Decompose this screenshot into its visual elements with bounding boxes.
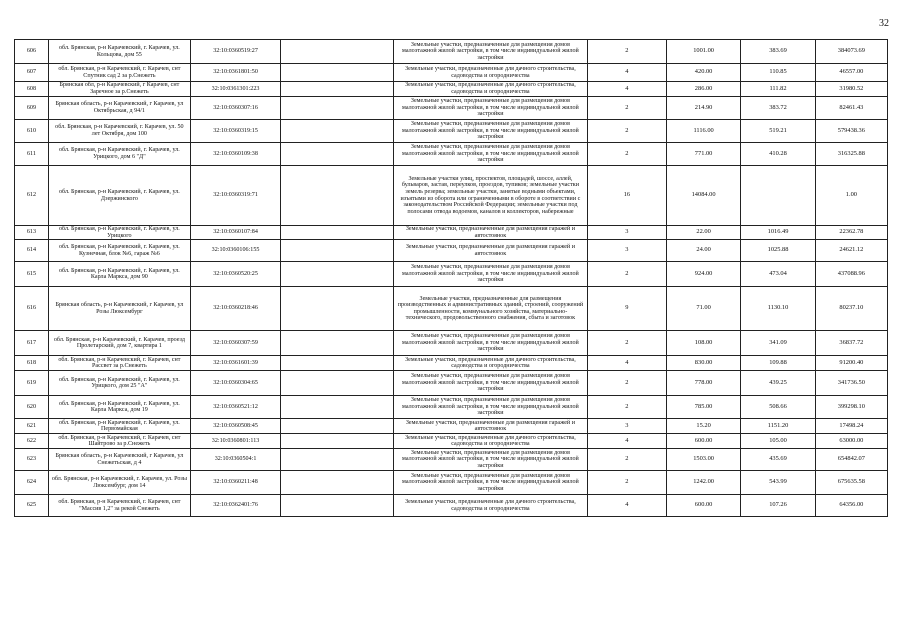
- empty-cell: [281, 97, 394, 120]
- area-cell: 1001.00: [666, 40, 740, 64]
- group-code-cell: 2: [587, 143, 666, 166]
- cadastral-number-cell: 32:10:0360109:38: [190, 143, 280, 166]
- row-number: 622: [15, 434, 49, 449]
- address-cell: обл. Брянская, р-н Карачевский, г. Карачев, снт Шайтрово за р.Снежеть: [48, 434, 190, 449]
- specific-value-cell: 410.28: [741, 143, 815, 166]
- cadastral-number-cell: 32:10:0360319:71: [190, 166, 280, 226]
- cadastral-cost-cell: 24621.12: [815, 240, 887, 262]
- row-number: 619: [15, 371, 49, 396]
- specific-value-cell: 1016.49: [741, 226, 815, 240]
- specific-value-cell: 473.04: [741, 262, 815, 287]
- empty-cell: [281, 143, 394, 166]
- group-code-cell: 4: [587, 356, 666, 371]
- land-use-cell: Земельные участки, предназначенные для размещения производственных и административных зданий, строений, сооружений промышленности, коммунального хозяйства, материально-технического, продовольственного снабжения, сбыта и заготовок: [393, 287, 587, 331]
- empty-cell: [281, 449, 394, 471]
- address-cell: обл. Брянская, р-н Карачевский, г. Карачев, ул. Урицкого, дом 25 "А": [48, 371, 190, 396]
- area-cell: 1242.00: [666, 471, 740, 495]
- specific-value-cell: 110.85: [741, 64, 815, 82]
- land-use-cell: Земельные участки, предназначенные для размещения гаражей и автостоянок: [393, 419, 587, 434]
- specific-value-cell: 111.82: [741, 82, 815, 97]
- address-cell: обл. Брянская, р-н Карачевский, г. Карачев, ул. Розы Люксембург, дом 14: [48, 471, 190, 495]
- table-row: [15, 331, 888, 356]
- land-use-cell: Земельные участки, предназначенные для размещения домов малоэтажной жилой застройки, в том числе индивидуальной жилой застройки: [393, 371, 587, 396]
- empty-cell: [281, 240, 394, 262]
- group-code-cell: 2: [587, 449, 666, 471]
- specific-value-cell: 109.88: [741, 356, 815, 371]
- cadastral-cost-cell: 46557.00: [815, 64, 887, 82]
- cadastral-number-cell: 32:10:0360504:1: [190, 449, 280, 471]
- address-cell: обл. Брянская, р-н Карачевский, г. Карачев, ул. Карла Маркса, дом 19: [48, 396, 190, 419]
- area-cell: 14084.00: [666, 166, 740, 226]
- specific-value-cell: 519.21: [741, 120, 815, 143]
- address-cell: Брянская область, р-н Карачевский, г Карачев, ул Октябрьская, д 94/1: [48, 97, 190, 120]
- row-number: 611: [15, 143, 49, 166]
- row-number: 610: [15, 120, 49, 143]
- cadastral-number-cell: 32:10:0360508:45: [190, 419, 280, 434]
- group-code-cell: 16: [587, 166, 666, 226]
- empty-cell: [281, 356, 394, 371]
- cadastral-number-cell: 32:10:0360218:46: [190, 287, 280, 331]
- area-cell: 785.00: [666, 396, 740, 419]
- group-code-cell: 2: [587, 331, 666, 356]
- specific-value-cell: 435.69: [741, 449, 815, 471]
- group-code-cell: 2: [587, 262, 666, 287]
- cadastral-number-cell: 32:10:0360307:16: [190, 97, 280, 120]
- cadastral-number-cell: 32:10:0360211:48: [190, 471, 280, 495]
- empty-cell: [281, 495, 394, 517]
- cadastral-number-cell: 32:10:0360521:12: [190, 396, 280, 419]
- row-number: 607: [15, 64, 49, 82]
- address-cell: Брянская область, р-н Карачевский, г Карачев, ул Снежетьская, д 4: [48, 449, 190, 471]
- empty-cell: [281, 64, 394, 82]
- address-cell: обл. Брянская, р-н Карачевский, г. Карачев, ул. Первомайская: [48, 419, 190, 434]
- land-use-cell: Земельные участки, предназначенные для размещения домов малоэтажной жилой застройки, в том числе индивидуальной жилой застройки: [393, 97, 587, 120]
- address-cell: обл. Брянская, р-н Карачевский, г. Карачев, снт Спутник сад 2 за р.Снежеть: [48, 64, 190, 82]
- table-row: [15, 120, 888, 143]
- group-code-cell: 3: [587, 226, 666, 240]
- cadastral-cost-cell: 91200.40: [815, 356, 887, 371]
- group-code-cell: 4: [587, 64, 666, 82]
- cadastral-number-cell: 32:10:0360107:84: [190, 226, 280, 240]
- empty-cell: [281, 471, 394, 495]
- specific-value-cell: 107.26: [741, 495, 815, 517]
- table-row: [15, 143, 888, 166]
- address-cell: обл. Брянская, р-н Карачевский, г. Карачев, проезд Пролетарский, дом 7, квартира 1: [48, 331, 190, 356]
- empty-cell: [281, 371, 394, 396]
- group-code-cell: 2: [587, 371, 666, 396]
- cadastral-cost-cell: 384073.69: [815, 40, 887, 64]
- land-use-cell: Земельные участки, предназначенные для размещения домов малоэтажной жилой застройки, в том числе индивидуальной жилой застройки: [393, 449, 587, 471]
- land-use-cell: Земельные участки, предназначенные для размещения домов малоэтажной жилой застройки, в том числе индивидуальной жилой застройки: [393, 471, 587, 495]
- land-use-cell: Земельные участки, предназначенные для размещения гаражей и автостоянок: [393, 226, 587, 240]
- table-row: [15, 64, 888, 82]
- specific-value-cell: 383.69: [741, 40, 815, 64]
- specific-value-cell: 439.25: [741, 371, 815, 396]
- cadastral-cost-cell: 316325.88: [815, 143, 887, 166]
- cadastral-value-table: [14, 39, 888, 517]
- table-row: [15, 419, 888, 434]
- cadastral-cost-cell: 1.00: [815, 166, 887, 226]
- empty-cell: [281, 166, 394, 226]
- cadastral-cost-cell: 36837.72: [815, 331, 887, 356]
- land-use-cell: Земельные участки, предназначенные для дачного строительства, садоводства и огородничества: [393, 356, 587, 371]
- group-code-cell: 4: [587, 82, 666, 97]
- row-number: 617: [15, 331, 49, 356]
- table-row: [15, 82, 888, 97]
- area-cell: 71.00: [666, 287, 740, 331]
- area-cell: 830.00: [666, 356, 740, 371]
- table-row: [15, 495, 888, 517]
- cadastral-number-cell: 32:10:0360520:25: [190, 262, 280, 287]
- area-cell: 15.20: [666, 419, 740, 434]
- address-cell: обл. Брянская, р-н Карачевский, г. Карачев, ул. Дзержинского: [48, 166, 190, 226]
- specific-value-cell: 1151.20: [741, 419, 815, 434]
- area-cell: 1503.00: [666, 449, 740, 471]
- land-use-cell: Земельные участки, предназначенные для размещения гаражей и автостоянок: [393, 240, 587, 262]
- group-code-cell: 9: [587, 287, 666, 331]
- group-code-cell: 4: [587, 495, 666, 517]
- specific-value-cell: 508.66: [741, 396, 815, 419]
- empty-cell: [281, 331, 394, 356]
- row-number: 616: [15, 287, 49, 331]
- cadastral-number-cell: 32:10:0360801:113: [190, 434, 280, 449]
- area-cell: 214.90: [666, 97, 740, 120]
- address-cell: обл. Брянская, р-н Карачевский, г. Карачев, ул. Урицкого, дом 6 "Д": [48, 143, 190, 166]
- land-use-cell: Земельные участки, предназначенные для дачного строительства, садоводства и огородничества: [393, 495, 587, 517]
- cadastral-cost-cell: 31980.52: [815, 82, 887, 97]
- address-cell: обл. Брянская, р-н Карачевский, г. Карачев, ул. Урицкого: [48, 226, 190, 240]
- group-code-cell: 3: [587, 419, 666, 434]
- empty-cell: [281, 434, 394, 449]
- land-use-cell: Земельные участки улиц, проспектов, площадей, шоссе, аллей, бульваров, застав, переулков, проездов, тупиков; земельные участки земель резерва; земельные участки, занятые водными объектами, изъятыми из оборота или ограниченными в обороте в соответствии с законодательством Российской Федерации; земельные участки под полосами отвода водоемов, каналов и коллекторов, набережные: [393, 166, 587, 226]
- row-number: 609: [15, 97, 49, 120]
- table-row: [15, 40, 888, 64]
- land-use-cell: Земельные участки, предназначенные для размещения домов малоэтажной жилой застройки, в том числе индивидуальной жилой застройки: [393, 262, 587, 287]
- address-cell: обл. Брянская, р-н Карачевский, г. Карачев, снт Рассвет за р.Снежеть: [48, 356, 190, 371]
- empty-cell: [281, 419, 394, 434]
- area-cell: 1116.00: [666, 120, 740, 143]
- page-number: 32: [879, 18, 889, 29]
- empty-cell: [281, 287, 394, 331]
- cadastral-cost-cell: 17498.24: [815, 419, 887, 434]
- address-cell: обл. Брянская, р-н Карачевский, г. Карачев, ул. Карла Маркса, дом 90: [48, 262, 190, 287]
- table-row: [15, 396, 888, 419]
- table-row: [15, 262, 888, 287]
- table-row: [15, 97, 888, 120]
- specific-value-cell: [741, 166, 815, 226]
- row-number: 608: [15, 82, 49, 97]
- land-use-cell: Земельные участки, предназначенные для размещения домов малоэтажной жилой застройки, в том числе индивидуальной жилой застройки: [393, 396, 587, 419]
- row-number: 625: [15, 495, 49, 517]
- area-cell: 286.00: [666, 82, 740, 97]
- cadastral-cost-cell: 675635.58: [815, 471, 887, 495]
- row-number: 614: [15, 240, 49, 262]
- cadastral-number-cell: 32:10:0361601:39: [190, 356, 280, 371]
- land-use-cell: Земельные участки, предназначенные для размещения домов малоэтажной жилой застройки, в том числе индивидуальной жилой застройки: [393, 120, 587, 143]
- specific-value-cell: 383.72: [741, 97, 815, 120]
- empty-cell: [281, 82, 394, 97]
- row-number: 618: [15, 356, 49, 371]
- row-number: 615: [15, 262, 49, 287]
- table-row: [15, 226, 888, 240]
- group-code-cell: 3: [587, 240, 666, 262]
- cadastral-number-cell: 32:10:0360106:155: [190, 240, 280, 262]
- group-code-cell: 2: [587, 471, 666, 495]
- group-code-cell: 2: [587, 396, 666, 419]
- specific-value-cell: 1025.88: [741, 240, 815, 262]
- area-cell: 778.00: [666, 371, 740, 396]
- address-cell: Брянская область, р-н Карачевский, г Карачев, ул Розы Люксембург: [48, 287, 190, 331]
- cadastral-cost-cell: 437088.96: [815, 262, 887, 287]
- area-cell: 420.00: [666, 64, 740, 82]
- cadastral-cost-cell: 80237.10: [815, 287, 887, 331]
- row-number: 613: [15, 226, 49, 240]
- area-cell: 108.00: [666, 331, 740, 356]
- cadastral-number-cell: 32:10:0360304:65: [190, 371, 280, 396]
- address-cell: Брянская обл, р-н Карачевский, г Карачев, снт Заречное за р.Снежеть: [48, 82, 190, 97]
- table-row: [15, 356, 888, 371]
- specific-value-cell: 543.99: [741, 471, 815, 495]
- cadastral-number-cell: 32:10:0361801:50: [190, 64, 280, 82]
- empty-cell: [281, 40, 394, 64]
- cadastral-number-cell: 32:10:0360519:27: [190, 40, 280, 64]
- cadastral-number-cell: 32:10:0360307:59: [190, 331, 280, 356]
- cadastral-cost-cell: 82461.43: [815, 97, 887, 120]
- cadastral-cost-cell: 399298.10: [815, 396, 887, 419]
- row-number: 621: [15, 419, 49, 434]
- area-cell: 24.00: [666, 240, 740, 262]
- group-code-cell: 4: [587, 434, 666, 449]
- specific-value-cell: 1130.10: [741, 287, 815, 331]
- address-cell: обл. Брянская, р-н Карачевский, г. Карачев, снт "Массив 1,2" за рекой Снежеть: [48, 495, 190, 517]
- table-row: [15, 240, 888, 262]
- cadastral-number-cell: 32:10:0360319:15: [190, 120, 280, 143]
- land-use-cell: Земельные участки, предназначенные для дачного строительства, садоводства и огородничества: [393, 64, 587, 82]
- group-code-cell: 2: [587, 40, 666, 64]
- address-cell: обл. Брянская, р-н Карачевский, г. Карачев, ул. 50 лет Октября, дом 100: [48, 120, 190, 143]
- land-use-cell: Земельные участки, предназначенные для размещения домов малоэтажной жилой застройки, в том числе индивидуальной жилой застройки: [393, 143, 587, 166]
- table-row: [15, 434, 888, 449]
- land-use-cell: Земельные участки, предназначенные для размещения домов малоэтажной жилой застройки, в том числе индивидуальной жилой застройки: [393, 40, 587, 64]
- address-cell: обл. Брянская, р-н Карачевский, г. Карачев, ул. Кольцова, дом 55: [48, 40, 190, 64]
- row-number: 620: [15, 396, 49, 419]
- empty-cell: [281, 262, 394, 287]
- cadastral-cost-cell: 64356.00: [815, 495, 887, 517]
- land-use-cell: Земельные участки, предназначенные для дачного строительства, садоводства и огородничества: [393, 434, 587, 449]
- table-row: [15, 449, 888, 471]
- cadastral-number-cell: 32:10:0361301:223: [190, 82, 280, 97]
- cadastral-cost-cell: 579438.36: [815, 120, 887, 143]
- cadastral-cost-cell: 63000.00: [815, 434, 887, 449]
- cadastral-number-cell: 32:10:0362401:76: [190, 495, 280, 517]
- table-row: [15, 371, 888, 396]
- cadastral-cost-cell: 341736.50: [815, 371, 887, 396]
- cadastral-cost-cell: 22362.78: [815, 226, 887, 240]
- empty-cell: [281, 120, 394, 143]
- row-number: 606: [15, 40, 49, 64]
- table-row: [15, 287, 888, 331]
- empty-cell: [281, 226, 394, 240]
- group-code-cell: 2: [587, 120, 666, 143]
- group-code-cell: 2: [587, 97, 666, 120]
- row-number: 624: [15, 471, 49, 495]
- address-cell: обл. Брянская, р-н Карачевский, г. Карачев, ул. Кузнечная, блок №6, гараж №6: [48, 240, 190, 262]
- area-cell: 600.00: [666, 434, 740, 449]
- row-number: 623: [15, 449, 49, 471]
- table-row: [15, 166, 888, 226]
- area-cell: 600.00: [666, 495, 740, 517]
- row-number: 612: [15, 166, 49, 226]
- area-cell: 771.00: [666, 143, 740, 166]
- area-cell: 924.00: [666, 262, 740, 287]
- table-body: [15, 40, 888, 517]
- area-cell: 22.00: [666, 226, 740, 240]
- specific-value-cell: 341.09: [741, 331, 815, 356]
- table-row: [15, 471, 888, 495]
- empty-cell: [281, 396, 394, 419]
- land-use-cell: Земельные участки, предназначенные для размещения домов малоэтажной жилой застройки, в том числе индивидуальной жилой застройки: [393, 331, 587, 356]
- cadastral-cost-cell: 654842.07: [815, 449, 887, 471]
- land-use-cell: Земельные участки, предназначенные для дачного строительства, садоводства и огородничества: [393, 82, 587, 97]
- specific-value-cell: 105.00: [741, 434, 815, 449]
